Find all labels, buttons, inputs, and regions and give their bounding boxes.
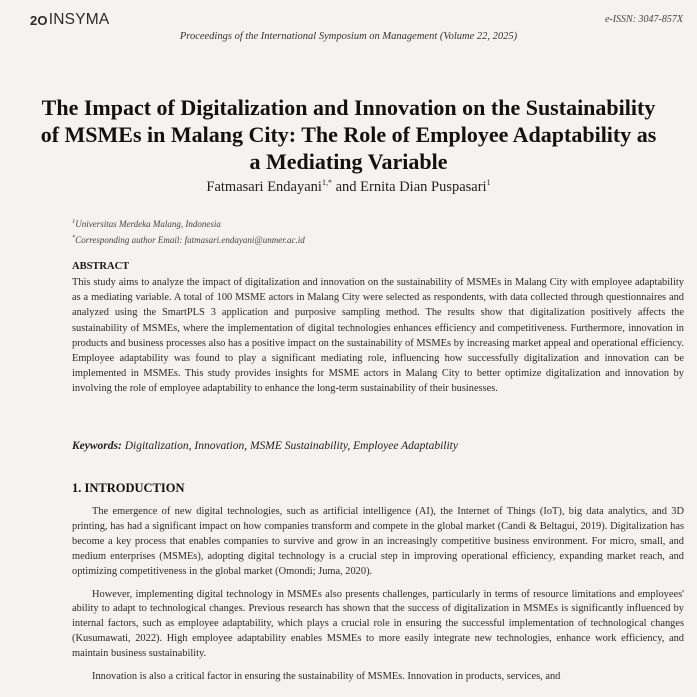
affiliation-sup: 1 [72,218,76,225]
issn: e-ISSN: 3047-857X [604,14,683,25]
keywords-label: Keywords: [72,440,122,452]
author-1: Fatmasari Endayani [206,179,322,195]
intro-paragraph-1: The emergence of new digital technologies, such as artificial intelligence (AI), the Internet of Things (IoT), big data analytics, and 3D printing, has had a significant impact on how companies transform and compete in the global market (Candi & Beltagui, 2019). Digitalization has become a key process that enables companies to survive and grow in an increasingly competitive business environment. For micro, small, and medium enterprises (MSMEs), adopting digital technology is a crucial step in improving operational efficiency, expanding market reach, and optimizing competitiveness in the global market (Omondi; Juma, 2020). [72,506,684,577]
author-join: and [331,179,361,195]
logo-name: INSYMA [48,11,110,28]
intro-paragraph-2: However, implementing digital technology in MSMEs also presents challenges, particularly in terms of resource limitations and employees' ability to adapt to technological changes. Previous research has shown that the success of digitalization in MSMEs is significantly influenced by internal factors, such as employee adaptability, which plays a crucial role in ensuring the successful implementation of technological changes (Kusumawati, 2022). High employee adaptability enables MSMEs to more easily integrate new technologies, enhance work efficiency, and maintain business sustainability. [72,588,684,660]
author-1-sup: 1,* [321,178,332,187]
intro-paragraph-3: Innovation is also a critical factor in ensuring the sustainability of MSMEs. Innovation in products, services, and [92,671,561,683]
keywords: Digitalization, Innovation, MSME Sustainability, Employee Adaptability [124,440,458,452]
logo-mark: 2O [30,12,48,28]
author-line [0,179,697,196]
affiliation: Universitas Merdeka Malang, Indonesia [75,219,221,229]
section-heading-introduction: 1. INTRODUCTION [72,481,185,495]
introduction-body [72,505,684,693]
insyma-logo [30,10,109,30]
paper-title: The Impact of Digitalization and Innovation on the Sustainability of MSMEs in Malang City: The Role of Employee Adaptability as a Mediating Variable [40,95,657,174]
proceedings-line: Proceedings of the International Symposium on Management (Volume 22, 2025) [179,31,518,42]
author-2: Ernita Dian Puspasari [360,179,487,195]
abstract-heading: ABSTRACT [72,261,130,272]
keywords-line [72,440,458,452]
abstract-text: This study aims to analyze the impact of digitalization and innovation on the sustainability of MSMEs in Malang City with employee adaptability as a mediating variable. A total of 100 MSME actors in Malang City were selected as respondents, with data collected through questionnaires and analyzed using the SmartPLS 3 application and purposive sampling method. The results show that digitalization positively affects the sustainability of MSMEs, where the implementation of digital technologies enhances efficiency and competitiveness. Furthermore, innovation in products and business processes also has a positive impact on the sustainability of MSMEs by increasing market appeal and operational efficiency. Employee adaptability was found to play a significant mediating role, influencing how successfully digitalization and innovation can be implemented in MSMEs. This study provides insights for MSME actors in Malang City to better optimize digitalization and innovation by involving the role of employee adaptability to enhance the long-term sustainability of their businesses. [72,277,684,395]
corresponding-author: Corresponding author Email: fatmasari.endayani@unmer.ac.id [75,235,305,245]
affiliations [72,215,305,247]
corresponding-sup: * [72,234,76,241]
author-2-sup: 1 [486,178,491,187]
